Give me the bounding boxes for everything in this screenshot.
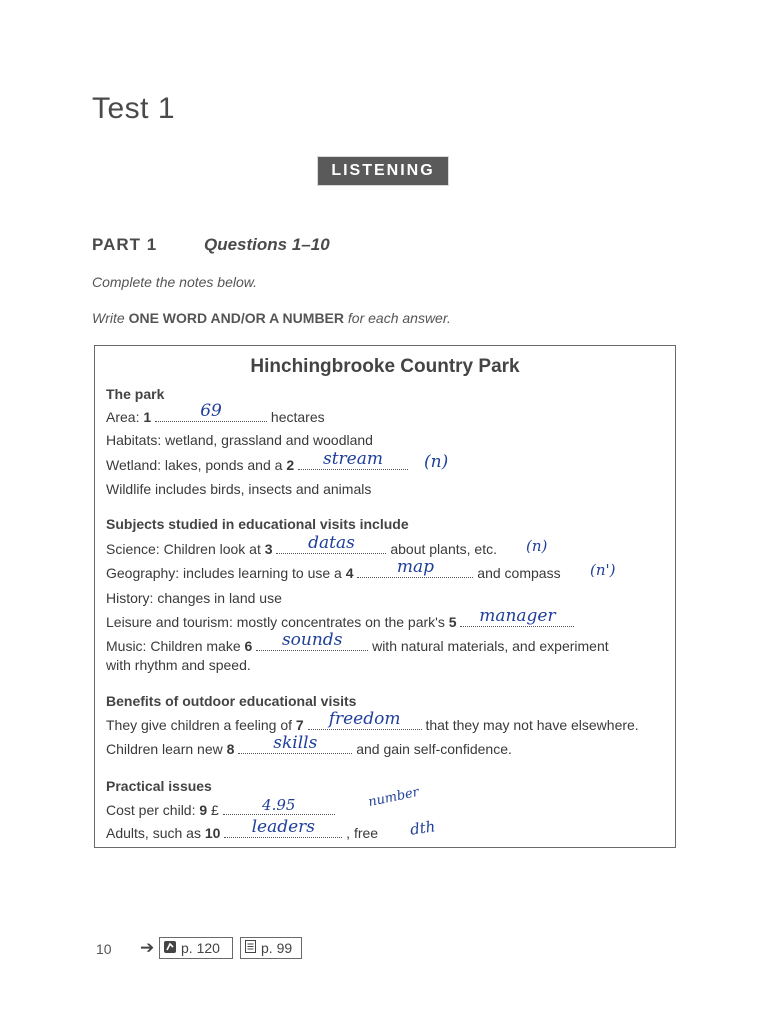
line-wetland xyxy=(106,449,449,473)
q4-number: 4 xyxy=(345,565,354,581)
q6-answer-field[interactable] xyxy=(256,630,368,651)
q10-margin-note: dth xyxy=(408,817,437,839)
q3-margin-note: (n) xyxy=(526,537,548,555)
part-label: PART 1 xyxy=(92,235,158,254)
q2-answer-field[interactable] xyxy=(298,449,408,470)
adults-suffix: , free xyxy=(342,825,379,841)
instruction-emphasis: ONE WORD AND/OR A NUMBER xyxy=(128,310,344,326)
line-leisure xyxy=(106,606,574,630)
q2-answer: stream xyxy=(323,449,383,469)
line-music-cont: with rhythm and speed. xyxy=(106,657,251,673)
q4-answer-field[interactable] xyxy=(357,557,473,578)
heading-subjects: Subjects studied in educational visits include xyxy=(106,516,409,532)
q1-number: 1 xyxy=(143,409,152,425)
line-geography xyxy=(106,557,616,581)
q2-margin-note: (n) xyxy=(424,452,449,472)
page-number: 10 xyxy=(96,941,112,957)
q5-answer-field[interactable] xyxy=(460,606,574,627)
document-icon xyxy=(245,940,256,956)
q3-answer-field[interactable] xyxy=(276,533,386,554)
geography-prefix: Geography: includes learning to use a xyxy=(106,565,346,581)
q5-number: 5 xyxy=(448,614,457,630)
instruction-suffix: for each answer. xyxy=(344,310,451,326)
instruction-complete: Complete the notes below. xyxy=(92,274,257,290)
q4-margin-note: (n') xyxy=(590,561,616,579)
q9-margin-note: number xyxy=(367,784,421,811)
audio-script-reference[interactable] xyxy=(159,937,233,959)
line-music xyxy=(106,630,609,654)
q7-answer-field[interactable] xyxy=(308,709,422,730)
q3-number: 3 xyxy=(264,541,273,557)
science-suffix: about plants, etc. xyxy=(386,541,497,557)
questions-range: Questions 1–10 xyxy=(204,235,330,254)
line-feeling xyxy=(106,709,639,733)
notes-box xyxy=(94,345,676,848)
q6-answer: sounds xyxy=(281,630,343,650)
line-area xyxy=(106,401,325,425)
feeling-prefix: They give children a feeling of xyxy=(106,717,296,733)
music-suffix: with natural materials, and experiment xyxy=(368,638,609,654)
page-title: Test 1 xyxy=(92,92,176,125)
arrow-right-icon: ➔ xyxy=(140,938,155,957)
line-adults xyxy=(106,817,437,841)
music-prefix: Music: Children make xyxy=(106,638,245,654)
q9-answer: 4.95 xyxy=(262,796,296,814)
q8-answer-field[interactable] xyxy=(238,733,352,754)
wetland-prefix: Wetland: lakes, ponds and a xyxy=(106,457,287,473)
line-history: History: changes in land use xyxy=(106,590,282,606)
feeling-suffix: that they may not have elsewhere. xyxy=(421,717,639,733)
geography-suffix: and compass xyxy=(473,565,561,581)
q6-number: 6 xyxy=(244,638,253,654)
leisure-prefix: Leisure and tourism: mostly concentrates on the park's xyxy=(106,614,449,630)
area-suffix: hectares xyxy=(267,409,325,425)
q10-answer: leaders xyxy=(251,817,316,837)
q10-answer-field[interactable] xyxy=(224,817,342,838)
skills-suffix: and gain self-confidence. xyxy=(352,741,512,757)
q7-answer: freedom xyxy=(328,709,401,729)
science-prefix: Science: Children look at xyxy=(106,541,265,557)
answer-key-page: p. 99 xyxy=(261,940,293,956)
audio-icon xyxy=(164,940,176,956)
q8-answer: skills xyxy=(273,733,318,753)
q3-answer: datas xyxy=(308,533,355,553)
instruction-write xyxy=(92,310,451,326)
section-banner: LISTENING xyxy=(318,157,448,185)
q5-answer: manager xyxy=(479,606,556,626)
q4-answer: map xyxy=(396,557,434,577)
skills-prefix: Children learn new xyxy=(106,741,227,757)
answer-key-reference[interactable] xyxy=(240,937,302,959)
audio-script-page: p. 120 xyxy=(181,940,220,956)
q1-answer: 69 xyxy=(200,401,222,421)
cost-prefix: Cost per child: xyxy=(106,802,200,818)
q1-answer-field[interactable] xyxy=(155,401,267,422)
line-science xyxy=(106,533,548,557)
heading-practical: Practical issues xyxy=(106,778,212,794)
instruction-prefix: Write xyxy=(92,310,129,326)
adults-prefix: Adults, such as xyxy=(106,825,205,841)
heading-benefits: Benefits of outdoor educational visits xyxy=(106,693,357,709)
area-prefix: Area: xyxy=(106,409,144,425)
q2-number: 2 xyxy=(286,457,295,473)
q9-number: 9 xyxy=(199,802,208,818)
q10-number: 10 xyxy=(204,825,221,841)
line-wildlife: Wildlife includes birds, insects and animals xyxy=(106,481,372,497)
q9-answer-field[interactable] xyxy=(223,796,335,815)
cost-currency: £ xyxy=(207,802,219,818)
q8-number: 8 xyxy=(226,741,235,757)
line-skills xyxy=(106,733,512,757)
notes-title: Hinchingbrooke Country Park xyxy=(250,356,520,377)
q7-number: 7 xyxy=(295,717,304,733)
line-habitats: Habitats: wetland, grassland and woodland xyxy=(106,432,373,448)
heading-the-park: The park xyxy=(106,386,165,402)
